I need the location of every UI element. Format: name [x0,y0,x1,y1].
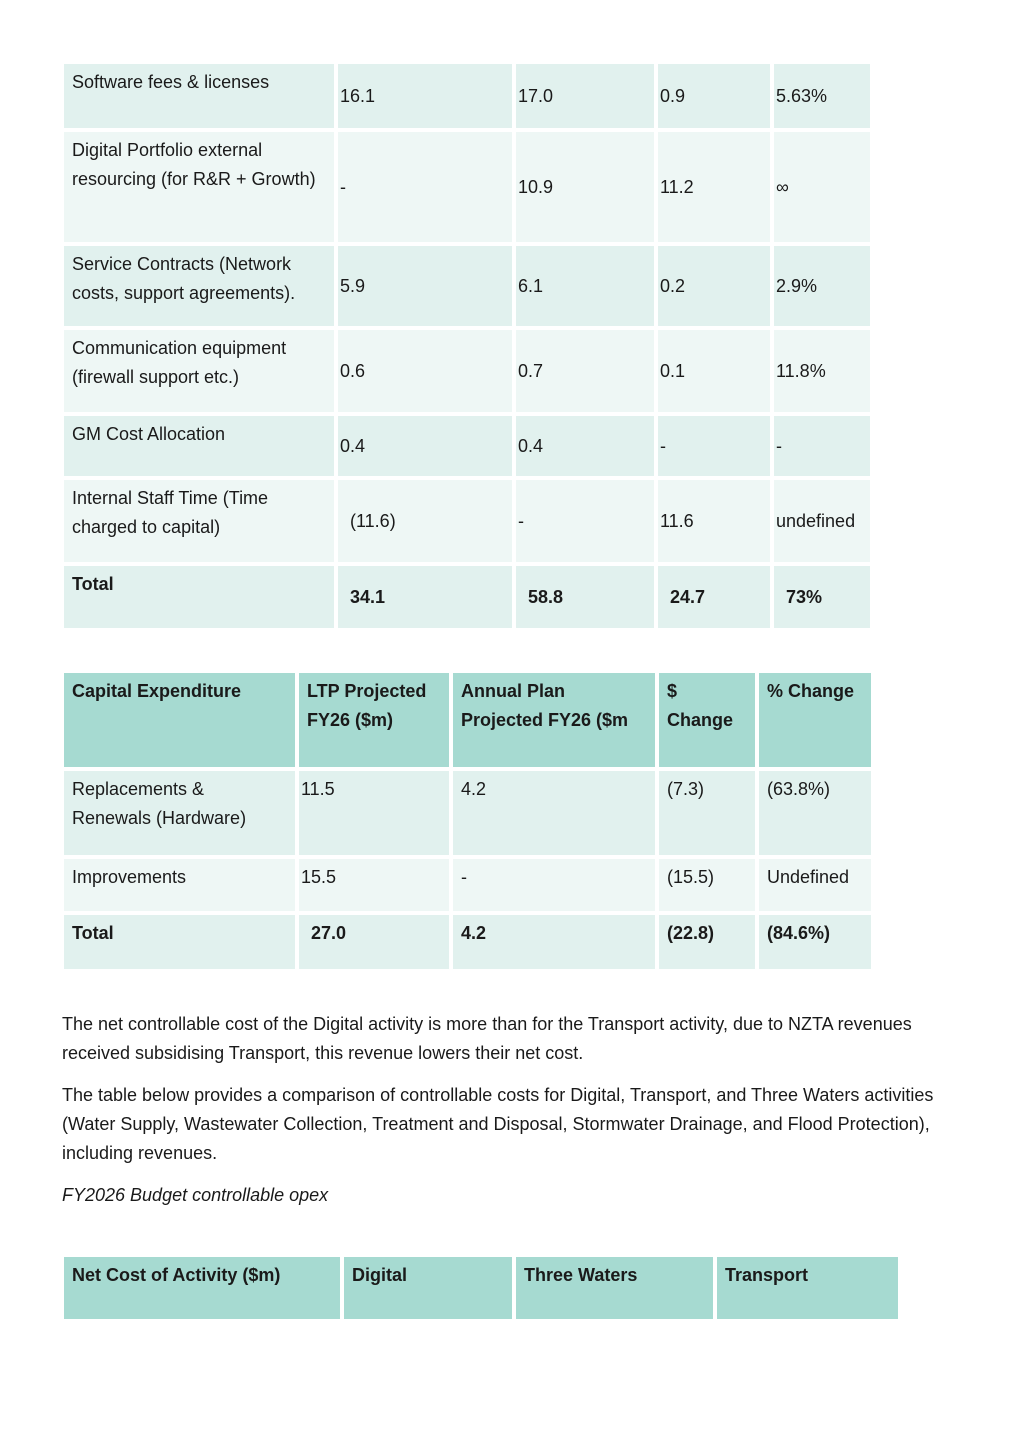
cell-value: 0.4 [338,416,512,476]
cell-value: 0.2 [658,246,770,326]
table-caption: FY2026 Budget controllable opex [62,1185,329,1205]
cell-value: (15.5) [659,859,755,911]
cell-value: 2.9% [774,246,870,326]
cell-value: (63.8%) [759,771,871,855]
table-row [64,859,871,911]
cell-value: 11.6 [658,480,770,562]
table-row [64,771,871,855]
column-header: % Change [759,673,871,767]
table-row [64,132,870,242]
cell-value: 0.1 [658,330,770,412]
table-row [64,480,870,562]
row-label: Service Contracts (Network costs, support agreements). [64,246,334,326]
cell-value: Undefined [759,859,871,911]
row-label: Digital Portfolio external resourcing (for R&R + Growth) [64,132,334,242]
column-header: LTP Projected FY26 ($m) [299,673,449,767]
column-header: Annual Plan Projected FY26 ($m [453,673,655,767]
cell-value: 58.8 [516,566,654,628]
cell-value: 34.1 [338,566,512,628]
cell-value: 10.9 [516,132,654,242]
total-row [64,566,870,628]
cell-value: 73% [774,566,870,628]
body-paragraph: The table below provides a comparison of controllable costs for Digital, Transport, and Three Waters activities (Water Supply, Wastewater Collection, Treatment and Disposal, Stormwater Drainage, and Flood Protection), including revenues. [62,1085,934,1163]
cell-value: 6.1 [516,246,654,326]
cell-value: ∞ [774,132,870,242]
cell-value: 0.4 [516,416,654,476]
column-header: Three Waters [516,1257,713,1319]
net-cost-table [60,1253,902,1323]
cell-value: 11.5 [299,771,449,855]
cell-value: - [774,416,870,476]
opex-table [60,60,874,632]
column-header: Digital [344,1257,512,1319]
cell-value: 0.7 [516,330,654,412]
capex-table [60,669,875,973]
row-label: Software fees & licenses [64,64,334,128]
row-label: Internal Staff Time (Time charged to capital) [64,480,334,562]
cell-value: - [516,480,654,562]
cell-value: - [338,132,512,242]
table-row [64,330,870,412]
cell-value: (22.8) [659,915,755,969]
cell-value: 5.63% [774,64,870,128]
cell-value: 4.2 [453,771,655,855]
cell-value: - [453,859,655,911]
cell-value: 0.9 [658,64,770,128]
cell-value: undefined [774,480,870,562]
body-paragraph: The net controllable cost of the Digital activity is more than for the Transport activity, due to NZTA revenues received subsidising Transport, this revenue lowers their net cost. [62,1014,912,1063]
table-header-row [64,673,871,767]
table-header-row [64,1257,898,1319]
cell-value: 17.0 [516,64,654,128]
cell-value: - [658,416,770,476]
cell-value: (84.6%) [759,915,871,969]
table-row [64,246,870,326]
column-header: Net Cost of Activity ($m) [64,1257,340,1319]
cell-value: (7.3) [659,771,755,855]
cell-value: 4.2 [453,915,655,969]
cell-value: 27.0 [299,915,449,969]
row-label: Improvements [64,859,295,911]
cell-value: 16.1 [338,64,512,128]
row-label: Total [64,915,295,969]
row-label: Total [64,566,334,628]
cell-value: (11.6) [338,480,512,562]
column-header: Capital Expenditure [64,673,295,767]
row-label: Communication equipment (firewall support etc.) [64,330,334,412]
cell-value: 11.8% [774,330,870,412]
total-row [64,915,871,969]
column-header: Transport [717,1257,898,1319]
table-row [64,416,870,476]
row-label: Replacements & Renewals (Hardware) [64,771,295,855]
cell-value: 15.5 [299,859,449,911]
cell-value: 11.2 [658,132,770,242]
cell-value: 24.7 [658,566,770,628]
table-row [64,64,870,128]
cell-value: 0.6 [338,330,512,412]
cell-value: 5.9 [338,246,512,326]
column-header: $ Change [659,673,755,767]
row-label: GM Cost Allocation [64,416,334,476]
